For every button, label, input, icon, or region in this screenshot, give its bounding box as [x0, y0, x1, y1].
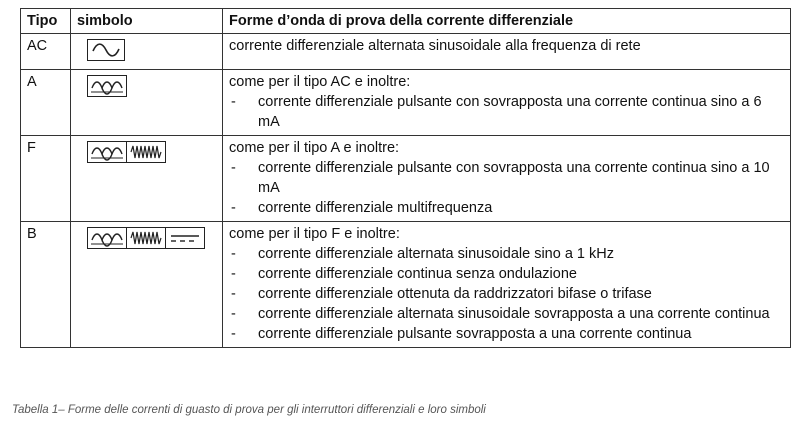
- symbol-cell: [71, 34, 223, 70]
- symbol-b: [87, 227, 205, 249]
- rcd-types-table: [20, 8, 791, 348]
- list-item: - corrente differenziale multifrequenza: [229, 198, 784, 218]
- header-row: [21, 9, 791, 34]
- description-list: [229, 92, 784, 132]
- sine-wave-icon: [88, 40, 124, 60]
- list-item: - corrente differenziale pulsante sovrapposta a una corrente continua: [229, 324, 784, 344]
- description-cell: [223, 222, 791, 348]
- table-row-ac: [21, 34, 791, 70]
- pulsating-wave-icon: [88, 76, 126, 96]
- list-item: - corrente differenziale pulsante con sovrapposta una corrente continua sino a 10 mA: [229, 158, 784, 198]
- description-cell: [223, 70, 791, 136]
- description-list: [229, 244, 784, 344]
- type-cell: B: [21, 222, 71, 348]
- description-intro: come per il tipo F e inoltre:: [229, 226, 400, 242]
- symbol-cell: [71, 136, 223, 222]
- pulsating-wave-icon: [88, 228, 127, 248]
- table-caption: Tabella 1– Forme delle correnti di guasto di prova per gli interruttori differenziali e loro simboli: [12, 404, 486, 416]
- pulsating-wave-icon: [88, 142, 127, 162]
- symbol-cell: [71, 70, 223, 136]
- table-row-a: [21, 70, 791, 136]
- description-cell: [223, 136, 791, 222]
- header-forme: Forme d’onda di prova della corrente differenziale: [223, 9, 791, 34]
- description-intro: come per il tipo AC e inoltre:: [229, 74, 411, 90]
- type-cell: A: [21, 70, 71, 136]
- description-list: [229, 158, 784, 218]
- symbol-cell: [71, 222, 223, 348]
- multifrequency-icon: [127, 142, 165, 162]
- multifrequency-icon: [127, 228, 166, 248]
- table-row-b: [21, 222, 791, 348]
- symbol-f: [87, 141, 166, 163]
- direct-current-icon: [166, 228, 204, 248]
- type-cell: F: [21, 136, 71, 222]
- header-tipo: Tipo: [21, 9, 71, 34]
- list-item: - corrente differenziale alternata sinusoidale sovrapposta a una corrente continua: [229, 304, 784, 324]
- description-cell: [223, 34, 791, 70]
- list-item: - corrente differenziale continua senza ondulazione: [229, 264, 784, 284]
- table-row-f: [21, 136, 791, 222]
- description-intro: come per il tipo A e inoltre:: [229, 140, 400, 156]
- symbol-a: [87, 75, 127, 97]
- type-cell: AC: [21, 34, 71, 70]
- list-item: - corrente differenziale pulsante con sovrapposta una corrente continua sino a 6 mA: [229, 92, 784, 132]
- list-item: - corrente differenziale alternata sinusoidale sino a 1 kHz: [229, 244, 784, 264]
- list-item: - corrente differenziale ottenuta da raddrizzatori bifase o trifase: [229, 284, 784, 304]
- header-simbolo: simbolo: [71, 9, 223, 34]
- description-intro: corrente differenziale alternata sinusoidale alla frequenza di rete: [229, 38, 641, 54]
- symbol-ac: [87, 39, 125, 61]
